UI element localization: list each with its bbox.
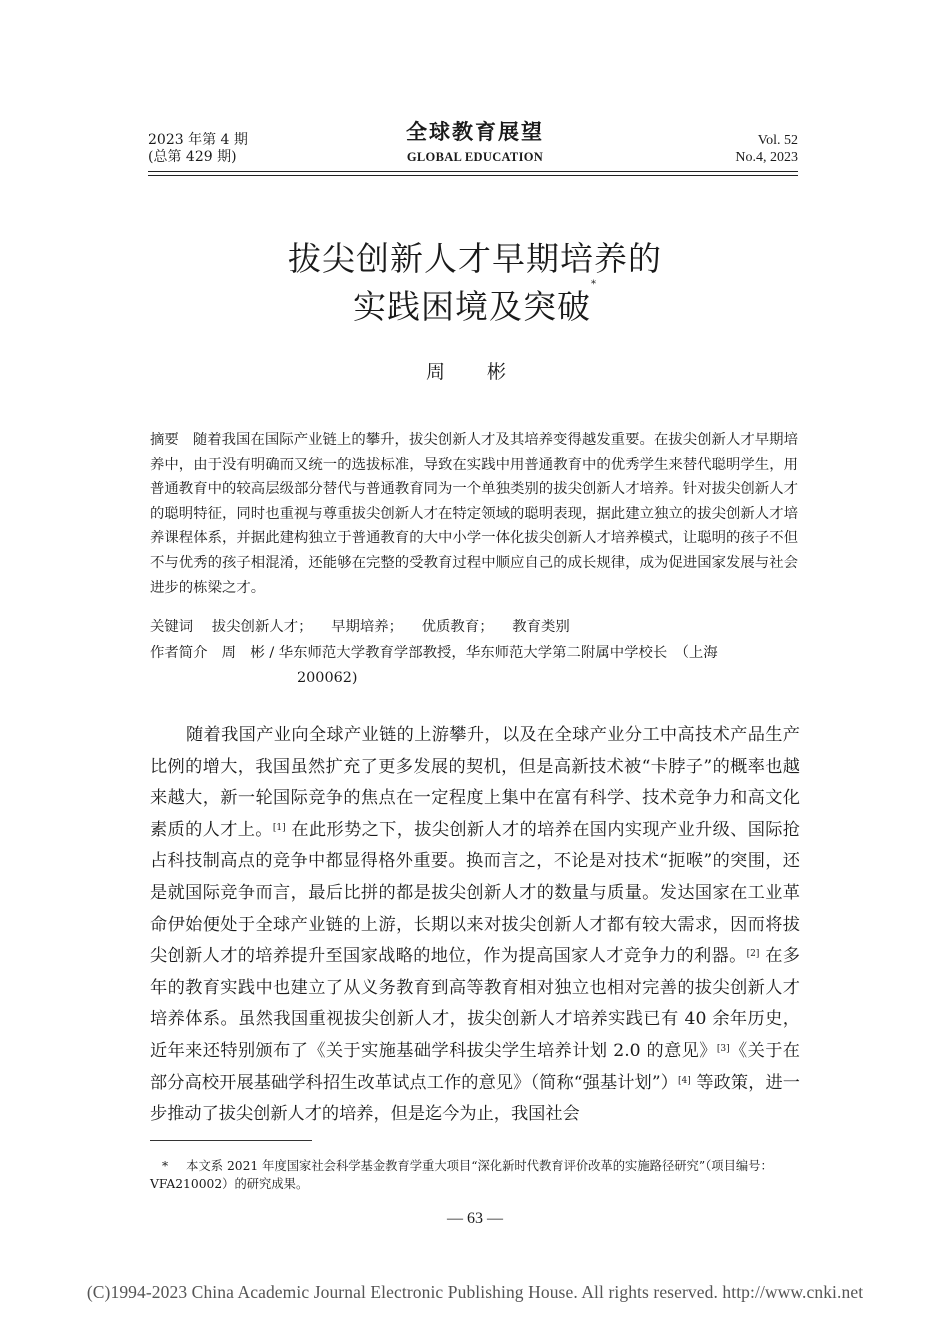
abstract bbox=[150, 428, 798, 600]
paper-title-line2 bbox=[0, 281, 950, 328]
author-intro-label: 作者简介 bbox=[150, 645, 208, 661]
author-name bbox=[0, 357, 950, 384]
issue-total: (总第 429 期) bbox=[148, 149, 237, 165]
citation-ref[interactable]: [4] bbox=[678, 1075, 691, 1086]
author-name-text: 周 彬 bbox=[425, 361, 525, 383]
abstract-text: 随着我国在国际产业链上的攀升，拔尖创新人才及其培养变得越发重要。在拔尖创新人才早期培养中，由于没有明确而又统一的选拔标准，导致在实践中用普通教育中的优秀学生来替代聪明学生，用普通教育中的较高层级部分替代与普通教育同为一个单独类别的拔尖创新人才培养。针对拔尖创新人才的聪明特征，同时也重视与尊重拔尖创新人才在特定领域的聪明表现，据此建立独立的拔尖创新人才培养课程体系，并据此建构独立于普通教育的大中小学一体化拔尖创新人才培养模式，让聪明的孩子不但不与优秀的孩子相混淆，还能够在完整的受教育过程中顺应自己的成长规律，成为促进国家发展与社会进步的栋梁之才。 bbox=[150, 432, 798, 596]
body-text-d: 《关于在部分高校开展基础学科招生改革试点工作的意见》（简称“强基计划”） bbox=[150, 1040, 800, 1093]
keyword-item: 早期培养； bbox=[331, 619, 404, 635]
citation-ref[interactable]: [2] bbox=[746, 949, 760, 960]
copyright-notice: (C)1994-2023 China Academic Journal Electronic Publishing House. All rights reserved. http://www.cnki.net bbox=[86, 1282, 864, 1302]
journal-title-cn: 全球教育展望 bbox=[406, 119, 544, 144]
keywords bbox=[150, 615, 798, 640]
body-text-e: 等政策，进一步推动了拔尖创新人才的培养，但是迄今为止，我国社会 bbox=[150, 1072, 800, 1125]
author-intro bbox=[150, 641, 798, 666]
title-footnote-mark: * bbox=[591, 279, 597, 290]
footnote-text: 本文系 2021 年度国家社会科学基金教育学重大项目“深化新时代教育评价改革的实施路径研究”（项目编号：VFA210002）的研究成果。 bbox=[150, 1159, 773, 1191]
volume: Vol. 52 bbox=[757, 133, 798, 148]
body-text-b: 在此形势之下，拔尖创新人才的培养在国内实现产业升级、国际抢占科技制高点的竞争中都显得格外重要。换而言之，不论是对技术“扼喉”的突围，还是就国际竞争而言，最后比拼的都是拔尖创新人才的数量与质量。发达国家在工业革命伊始便处于全球产业链的上游，长期以来对拔尖创新人才都有较大需求，因而将拔尖创新人才的培养提升至国家战略的地位，作为提高国家人才竞争力的利器。 bbox=[150, 819, 800, 967]
header-rule-thin bbox=[148, 175, 798, 176]
keyword-item: 拔尖创新人才； bbox=[211, 619, 313, 635]
citation-ref[interactable]: [1] bbox=[272, 822, 286, 833]
author-postcode: 200062) bbox=[297, 670, 358, 686]
keywords-label: 关键词 bbox=[150, 619, 194, 635]
body-text-a: 随着我国产业向全球产业链的上游攀升，以及在全球产业分工中高技术产品生产比例的增大，我国虽然扩充了更多发展的契机，但是高新技术被“卡脖子”的概率也越来越大，新一轮国际竞争的焦点在一定程度上集中在富有科学、技术竞争力和高文化素质的人才上。 bbox=[150, 725, 800, 840]
issue-number: 2023 年第 4 期 bbox=[148, 132, 248, 148]
footnote bbox=[150, 1158, 798, 1193]
volume-info bbox=[735, 132, 798, 166]
citation-ref[interactable]: [3] bbox=[716, 1043, 730, 1054]
footnote-rule bbox=[150, 1140, 312, 1141]
page-number: — 63 — bbox=[447, 1210, 503, 1227]
header-rule bbox=[148, 171, 798, 172]
keyword-item: 优质教育； bbox=[421, 619, 494, 635]
keyword-item: 教育类别 bbox=[512, 619, 570, 635]
abstract-label: 摘要 bbox=[150, 432, 179, 448]
author-intro-text: 周 彬 / 华东师范大学教育学部教授，华东师范大学第二附属中学校长 （上海 bbox=[221, 645, 718, 661]
paper-title-text: 实践困境及突破 bbox=[353, 287, 591, 326]
paper-title-line1: 拔尖创新人才早期培养的 bbox=[288, 239, 662, 278]
body-paragraph bbox=[150, 720, 800, 1131]
body-text-c: 在多年的教育实践中也建立了从义务教育到高等教育相对独立也相对完善的拔尖创新人才培养体系。虽然我国重视拔尖创新人才，拔尖创新人才培养实践已有 40 余年历史，近年来还特别颁布了《关于实施基础学科拔尖学生培养计划 2.0 的意见》 bbox=[150, 946, 800, 1061]
volume-number: No.4, 2023 bbox=[735, 150, 798, 165]
journal-title-en: GLOBAL EDUCATION bbox=[406, 150, 544, 164]
footnote-mark: * bbox=[162, 1159, 169, 1173]
